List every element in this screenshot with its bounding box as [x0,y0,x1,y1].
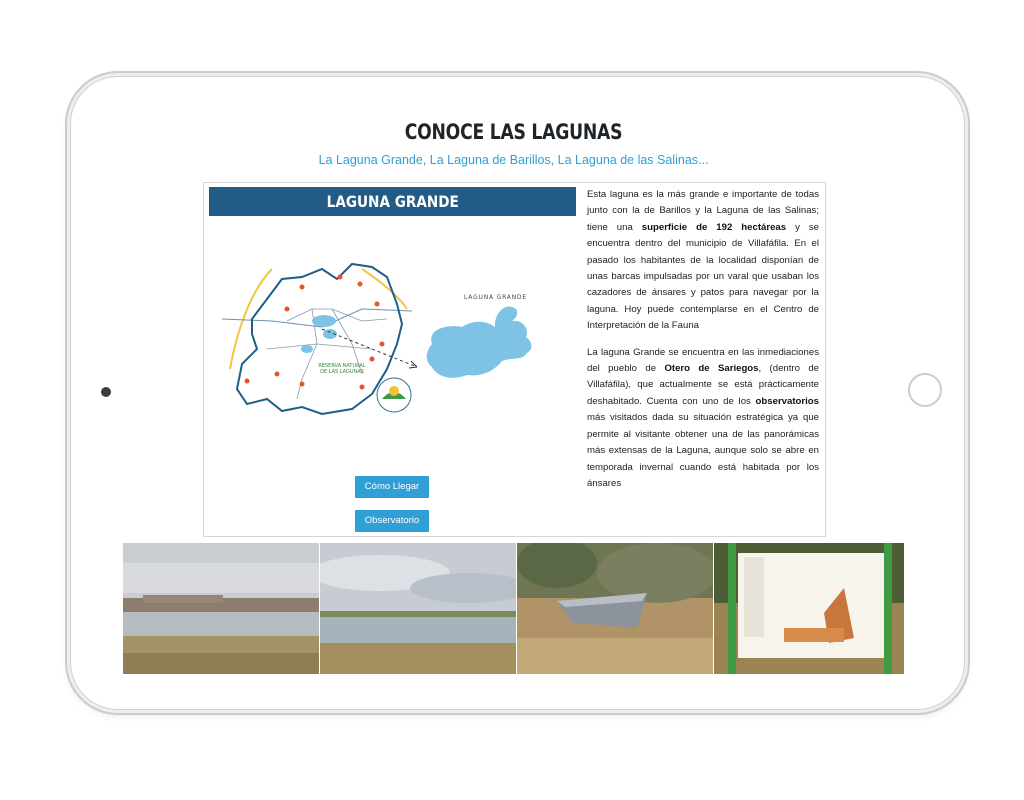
como-llegar-button[interactable]: Cómo Llegar [355,476,429,498]
page-title: CONOCE LAS LAGUNAS [404,120,623,144]
information-sign-photo[interactable] [714,543,904,674]
description-paragraph-2: La laguna Grande se encuentra en las inmediaciones del pueblo de Otero de Sariegos, (dentro de Villafáfila), que actualmente se está prácticamente deshabitado. Cuenta con uno de los observatorios más visitados dada su situación estratégica ya que permite al visitante obtener una de las panorámicas más extensas de la Laguna, aunque solo se abre en temporada invernal cuando está habitada por los ánsares [587,346,820,489]
home-button[interactable] [908,373,942,407]
screen [123,108,904,677]
card-heading: LAGUNA GRANDE [209,187,576,216]
lagoon-landscape-photo[interactable] [320,543,516,674]
map-lagoon-label: LAGUNA GRANDE [464,294,527,301]
old-boat-photo[interactable] [517,543,713,674]
svg-text:DE LAS LAGUNAS: DE LAS LAGUNAS [320,369,364,375]
description-paragraph-1: Esta laguna es la más grande e importante de todas junto con la de Barillos y la Laguna de las Salinas; tiene una superficie de 192 hectáreas y se encuentra dentro del municipio de Villafáfila. En el pasado los habitantes de la localidad disponían de unas barcas impulsadas por un varal que usaban los cazadores de ánsares y patos para navegar por la laguna. Hoy puede contemplarse en el Centro de Interpretación de la Fauna [587,189,819,332]
observatorio-button[interactable]: Observatorio [355,510,429,532]
svg-text:RESERVA NATURAL: RESERVA NATURAL [318,363,366,369]
lagoon-card [203,182,826,537]
page-subtitle: La Laguna Grande, La Laguna de Barillos, La Laguna de las Salinas... [318,153,709,167]
reserve-map [212,249,552,449]
lagoon-description [587,187,819,502]
village-lagoon-photo[interactable] [123,543,319,674]
camera-icon [101,387,111,397]
photo-strip [123,543,904,674]
